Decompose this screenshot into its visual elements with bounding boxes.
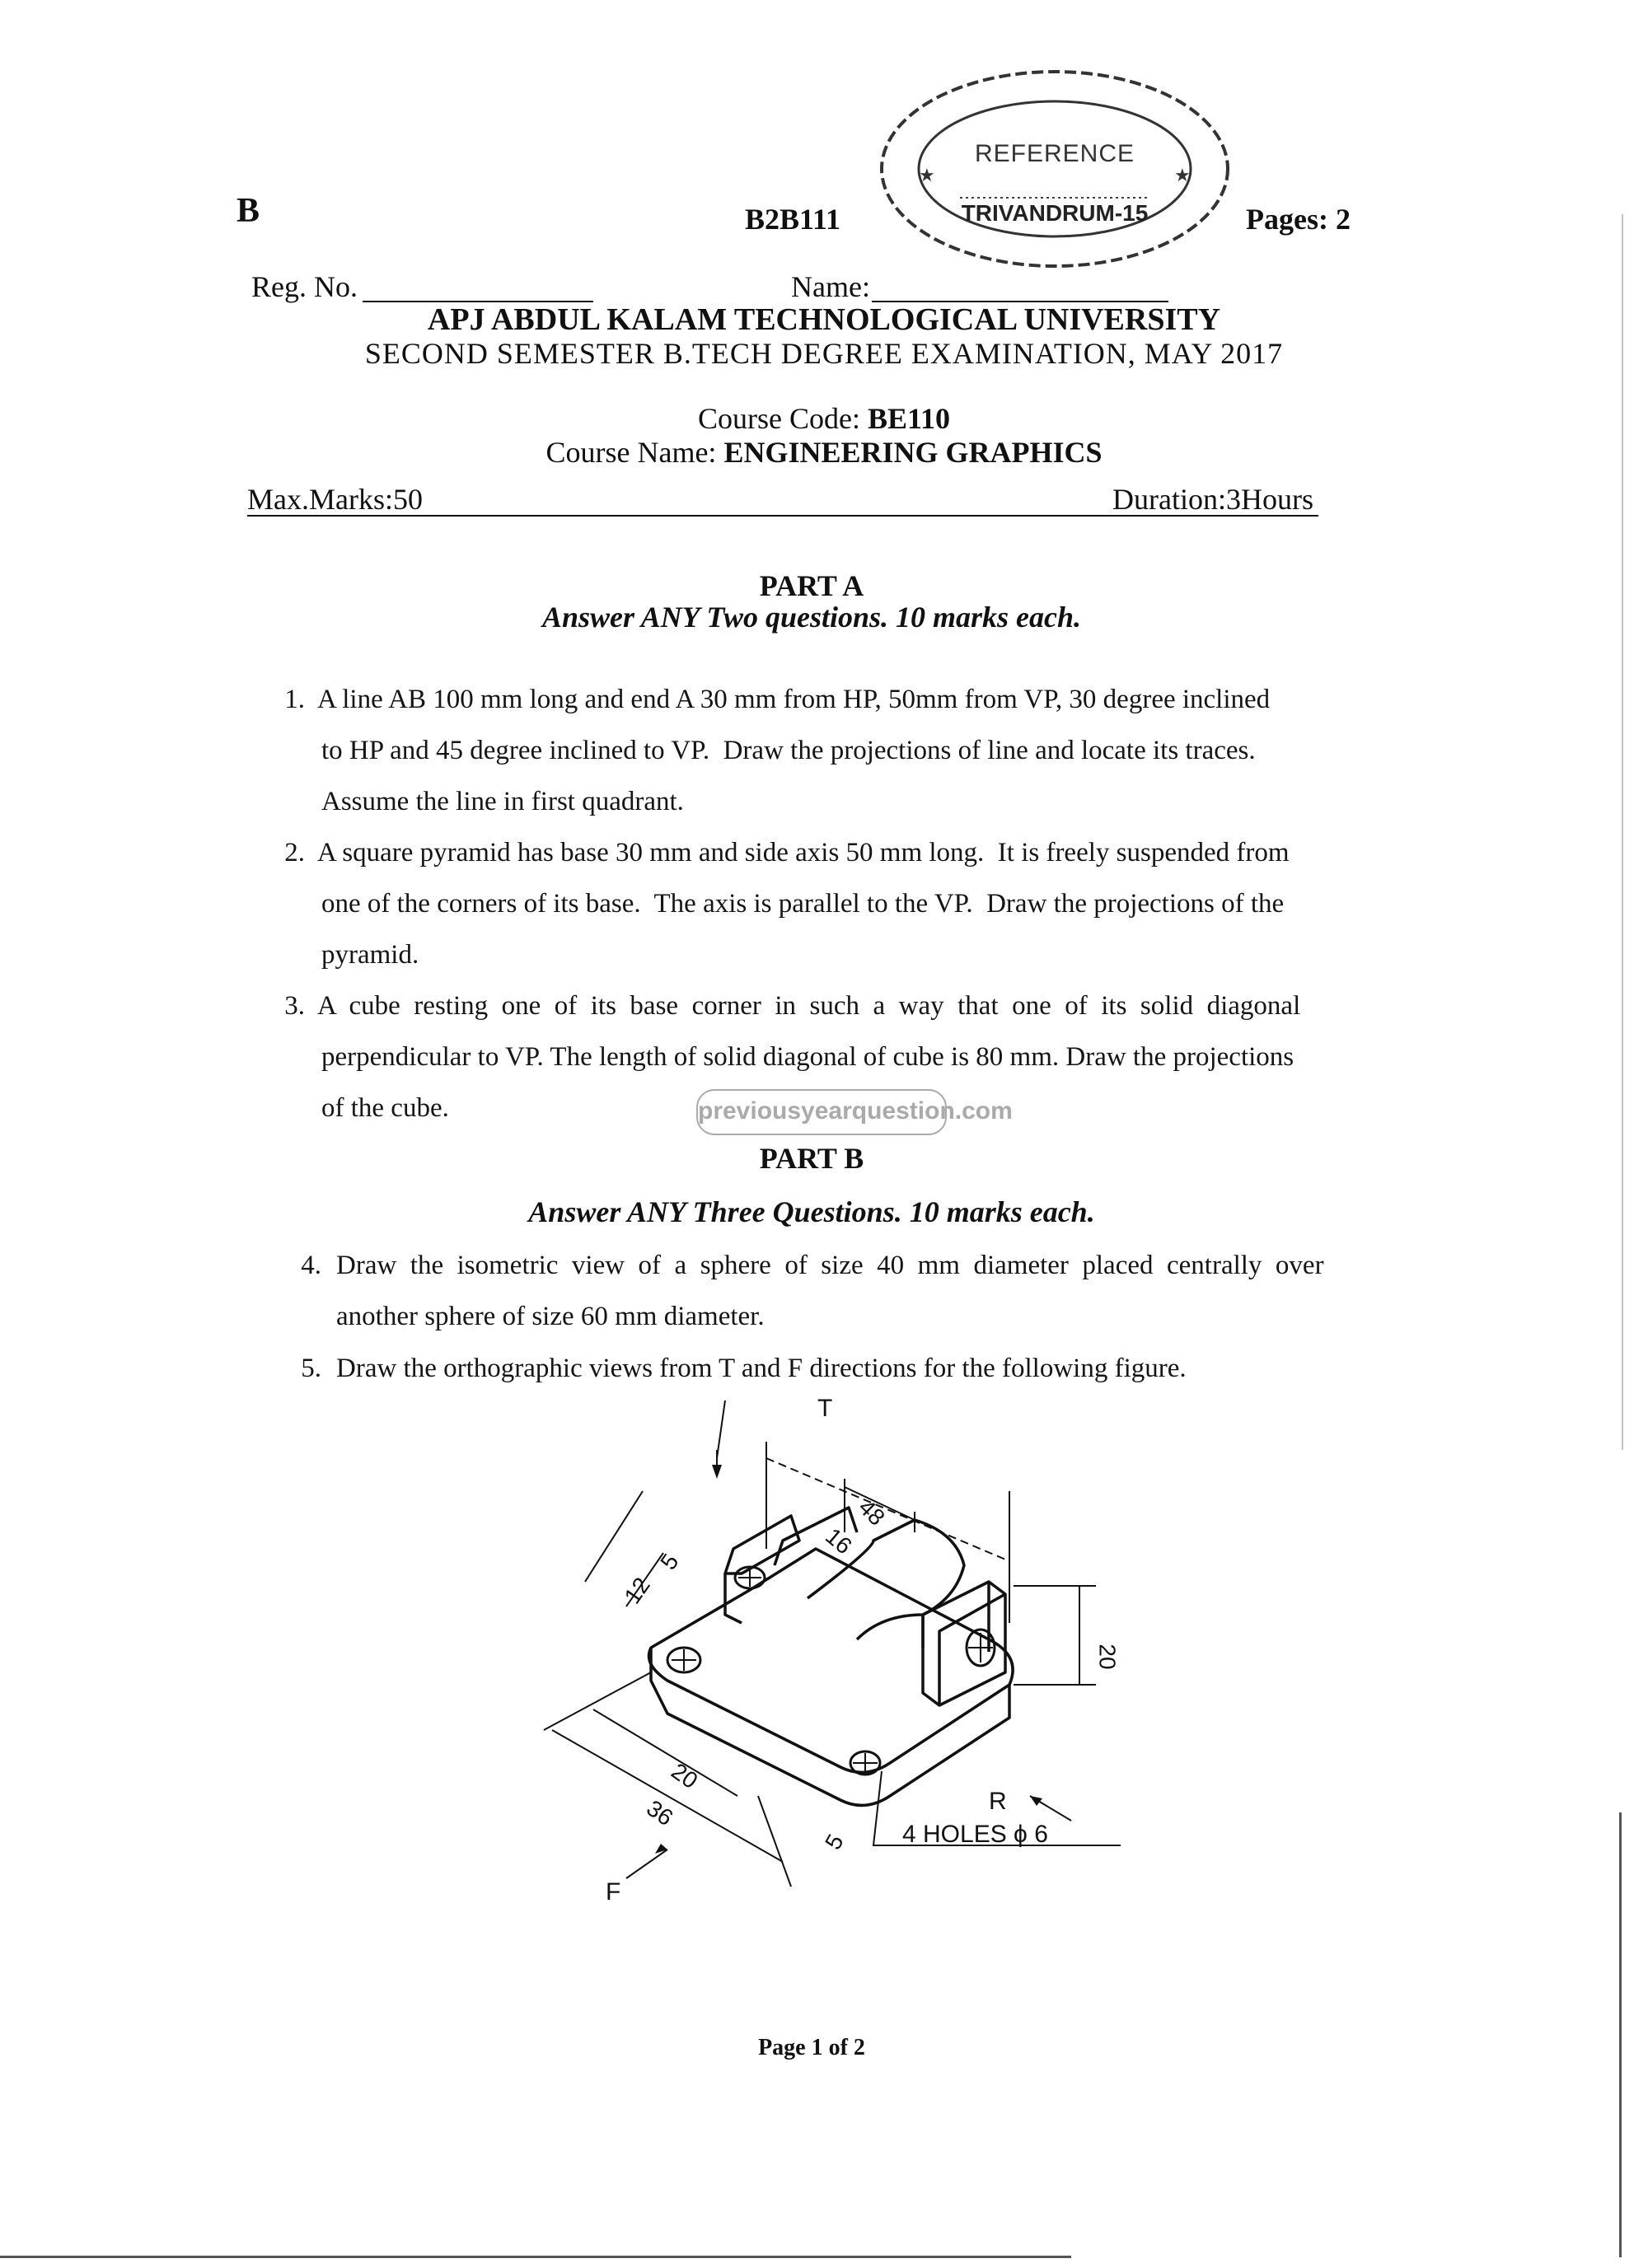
question-number: 3. — [284, 991, 305, 1021]
cut-edges — [923, 1582, 989, 1652]
watermark: previousyearquestion.com — [696, 1089, 947, 1135]
label-dim-12: 12 — [619, 1573, 655, 1609]
reg-no-label: Reg. No. — [251, 270, 358, 303]
dim-line-36 — [552, 1730, 783, 1862]
reference-stamp — [869, 58, 1240, 280]
course-code-value: BE110 — [867, 402, 951, 435]
duration: Duration:3Hours — [1112, 483, 1313, 516]
question-number: 2. — [284, 838, 305, 867]
ext-line-36-left — [544, 1672, 651, 1730]
paper-code: B2B111 — [745, 203, 841, 236]
ext-line-5 — [758, 1796, 791, 1887]
part-b-title: PART B — [759, 1142, 864, 1175]
course-code-label: Course Code: — [697, 402, 860, 435]
part-b-instruction: Answer ANY Three Questions. 10 marks each. — [528, 1195, 1095, 1228]
scan-edge-line — [0, 2256, 1071, 2258]
max-marks: Max.Marks:50 — [247, 483, 423, 516]
question-line: A line AB 100 mm long and end A 30 mm from HP, 50mm from VP, 30 degree inclined — [317, 685, 1271, 714]
course-name-value: ENGINEERING GRAPHICS — [723, 436, 1103, 469]
set-letter: B — [236, 192, 260, 230]
part-a-instruction: Answer ANY Two questions. 10 marks each. — [541, 601, 1082, 634]
question-line: Draw the isometric view of a sphere of size 40 mm diameter placed centrally over — [336, 1251, 1324, 1280]
front-arrowhead — [655, 1844, 667, 1854]
part-a-title: PART A — [759, 569, 864, 602]
base-plate-thickness — [651, 1648, 1009, 1805]
label-dim-36: 36 — [642, 1794, 678, 1831]
label-dim-48: 48 — [853, 1494, 890, 1531]
label-front-direction: F — [606, 1878, 621, 1906]
question-line: Draw the orthographic views from T and F directions for the following figure. — [336, 1354, 1187, 1383]
stamp-ring-text: TRIVANDRUM-15 — [961, 200, 1149, 226]
question-line: A square pyramid has base 30 mm and side axis 50 mm long. It is freely suspended from — [317, 838, 1290, 867]
svg-text:★: ★ — [919, 165, 935, 185]
page-footer: Page 1 of 2 — [758, 2035, 865, 2060]
dim-line-20-base — [593, 1709, 737, 1796]
question-number: 1. — [284, 685, 305, 714]
university-name: APJ ABDUL KALAM TECHNOLOGICAL UNIVERSITY — [427, 302, 1221, 337]
scan-edge-line — [1622, 214, 1623, 1450]
dim-line-12 — [585, 1491, 643, 1582]
question-line: one of the corners of its base. The axis is parallel to the VP. Draw the projections of the — [321, 889, 1285, 919]
question-line: another sphere of size 60 mm diameter. — [336, 1302, 765, 1331]
question-line: of the cube. — [321, 1093, 449, 1123]
top-arrow-shaft — [717, 1401, 725, 1466]
question-line: to HP and 45 degree inclined to VP. Draw the projections of line and locate its traces. — [321, 736, 1256, 765]
page-count: Pages: 2 — [1246, 203, 1351, 236]
question-number: 4. — [301, 1251, 321, 1280]
label-dim-5-bottom: 5 — [820, 1830, 849, 1854]
label-radius: R — [989, 1788, 1007, 1815]
label-dim-20-height: 20 — [1094, 1644, 1121, 1670]
question-number: 5. — [301, 1354, 321, 1383]
label-dim-5-top: 5 — [655, 1549, 684, 1574]
question-line: Assume the line in first quadrant. — [321, 787, 684, 816]
radius-arrowhead — [1030, 1796, 1042, 1806]
label-dim-20-base: 20 — [667, 1757, 703, 1794]
course-name-label: Course Name: — [545, 436, 717, 469]
header-rule — [247, 515, 1318, 517]
label-holes: 4 HOLES ϕ 6 — [902, 1821, 1048, 1848]
top-arrowhead — [712, 1465, 722, 1479]
question-line: perpendicular to VP. The length of solid diagonal of cube is 80 mm. Draw the projections — [321, 1042, 1295, 1072]
label-top-direction: T — [817, 1395, 833, 1422]
scan-edge-line — [1619, 1812, 1622, 2257]
exam-title: SECOND SEMESTER B.TECH DEGREE EXAMINATION, MAY 2017 — [364, 337, 1284, 370]
svg-text:★: ★ — [1174, 165, 1191, 185]
label-dim-16: 16 — [821, 1522, 857, 1560]
question-line: A cube resting one of its base corner in such a way that one of its solid diagonal — [317, 991, 1301, 1021]
stamp-label: REFERENCE — [974, 140, 1135, 167]
isometric-figure — [527, 1395, 1121, 1911]
front-arrow-shaft — [626, 1849, 667, 1878]
name-label: Name: — [791, 270, 870, 303]
course-code — [0, 401, 1648, 436]
course-name — [0, 435, 1648, 470]
question-line: pyramid. — [321, 940, 419, 970]
